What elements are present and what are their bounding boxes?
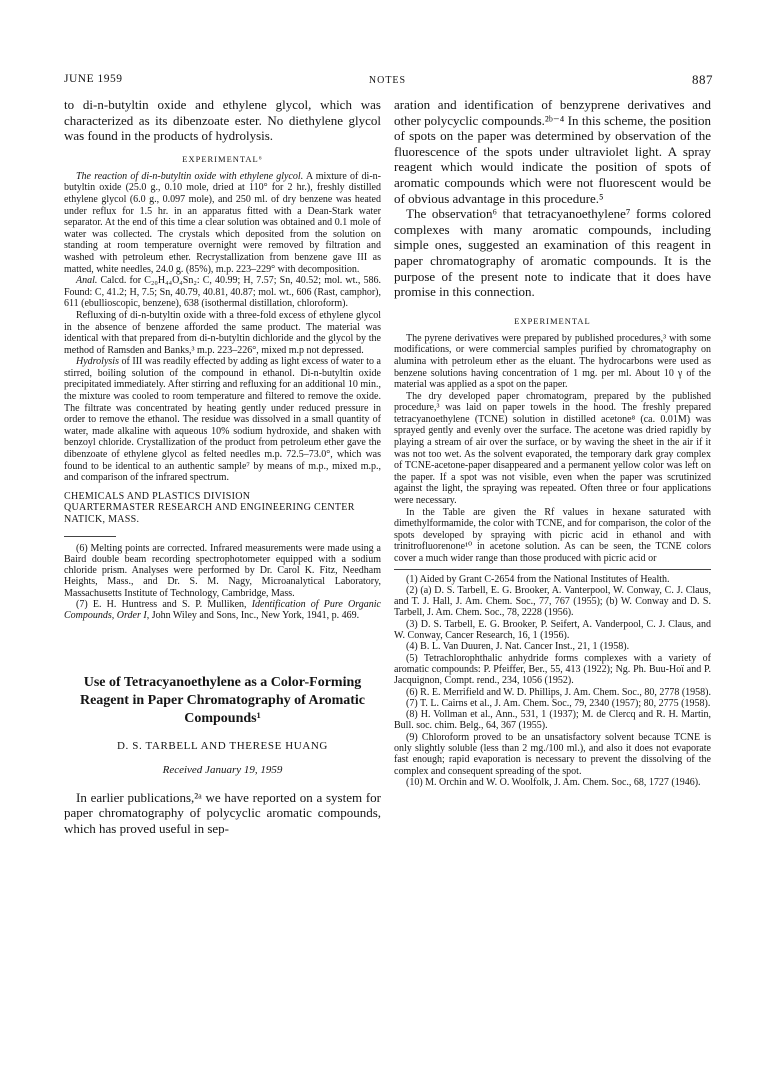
- author-address: [64, 491, 381, 526]
- left-column: [64, 97, 381, 836]
- experimental-paragraph-2: The dry developed paper chromatogram, prepared by the published procedure,³ was laid on paper towels in the hood. The freshly prepared tetracyanoethylene (TCNE) solution in distilled acetone⁸ (ca. 0.01M) was sprayed gently and evenly over the surface. The acetone was dried rapidly by playing a stream of air over the surface, or by waving the sheet in the air if it was not too wet. As the solvent evaporated, the temporary dark gray complex of TCNE-acetone-paper disappeared and a permanent yellow color was left on the paper. If a spot was not visible, even when the paper was scrutinized against the light, the spraying was repeated. Often three or four applications were necessary.: [394, 390, 711, 507]
- footnote-7-book-title: Identification of Pure Organic Compounds, Order I: [64, 599, 381, 622]
- experimental-heading: EXPERIMENTAL⁶: [182, 153, 263, 164]
- footnote-7: [64, 599, 381, 622]
- footnote-7-authors: (7) E. H. Huntress and S. P. Mulliken,: [76, 599, 252, 611]
- reflux-paragraph: Refluxing of di-n-butyltin oxide with a three-fold excess of ethylene glycol in the absence of benzene afforded the same product. The material was identical with that prepared from di-n-butyltin dichloride and the glycol by the method of Ramsden and Banks,³ m.p. 223–226°, mixed m.p not depressed.: [64, 309, 381, 356]
- footnote-3: (3) D. S. Tarbell, E. G. Brooker, P. Seifert, A. Vanderpool, C. J. Claus, and W. Conway, Cancer Research, 16, 1 (1956).: [394, 618, 711, 642]
- footnote-7b: (7) T. L. Cairns et al., J. Am. Chem. Soc., 79, 2340 (1957); 80, 2775 (1958).: [406, 697, 711, 709]
- received-date: Received January 19, 1959: [162, 763, 283, 776]
- experimental-paragraph-1: The pyrene derivatives were prepared by published procedures,³ with some modifications, or were commercial samples purified by chromatography on alumina with petroleum ether as the eluant. The hydrocarbons were used as benzene solutions having concentration of 1 mg. per ml. About 10 γ of the material was applied as a spot on the paper.: [394, 332, 711, 391]
- footnote-2: (2) (a) D. S. Tarbell, E. G. Brooker, A. Vanterpool, W. Conway, C. J. Claus, and T. J. Hall, J. Am. Chem. Soc., 77, 767 (1955); (b) W. Conway and D. S. Tarbell, J. Am. Chem. Soc., 78, 2228 (1956).: [394, 584, 711, 619]
- procedure-title: The reaction of di-n-butyltin oxide with ethylene glycol.: [76, 170, 304, 182]
- procedure-paragraph: [64, 171, 381, 275]
- article-intro-paragraph: In earlier publications,²ᵃ we have reported on a system for paper chromatography of polycyclic aromatic compounds, which has proved useful in sep-: [64, 789, 381, 836]
- running-header-section: NOTES: [368, 75, 407, 86]
- right-column: [394, 97, 711, 788]
- experimental-heading-2: EXPERIMENTAL: [514, 315, 591, 326]
- article-title: Use of Tetracyanoethylene as a Color-Forming Reagent in Paper Chromatography of Aromatic Compounds¹: [79, 674, 366, 726]
- footnote-4: (4) B. L. Van Duuren, J. Nat. Cancer Inst., 21, 1 (1958).: [406, 641, 630, 653]
- hydrolysis-paragraph: [64, 356, 381, 484]
- running-header-date: JUNE 1959: [64, 73, 123, 85]
- article-intro-continued: aration and identification of benzyprene derivatives and other polycyclic compounds.²ᵇ⁻⁴ In this scheme, the position of spots on the paper was determined by observation of the fluorescence of the spots under ultraviolet light. A spray reagent which would indicate the position of spots of aromatic compounds which were not fluorescent would be of obvious advantage in this procedure.⁵: [394, 97, 711, 206]
- address-line: NATICK, MASS.: [64, 514, 140, 525]
- footnote-9: (9) Chloroform proved to be an unsatisfactory solvent because TCNE is only slightly soluble (less than 2 mg./100 ml.), and also it does not evaporate fast enough; rapid evaporation is necessary to prevent the dissolving of the complex and consequent spreading of the spot.: [394, 731, 711, 777]
- analysis-title: Anal.: [76, 275, 98, 287]
- analysis-paragraph: [64, 275, 381, 310]
- footnote-10: (10) M. Orchin and W. O. Woolfolk, J. Am. Chem. Soc., 68, 1727 (1946).: [406, 776, 701, 788]
- hydrolysis-title: Hydrolysis: [76, 356, 119, 368]
- footnote-divider: [64, 536, 116, 537]
- hydrolysis-text: of III was readily effected by adding as light excess of water to a stirred, boiling solution of the compound in ethanol. Di-n-butyltin oxide precipitated immediately. After stirring and refluxing for an additional 10 min., the mixture was cooled to room temperature and filtered to remove the oxide. The filtrate was concentrated by heating gently under reduced pressure in order to remove the ethanol. The residue was dissolved in a small quantity of water, made alkaline with aqueous 10% sodium hydroxide, and shaken with benzoyl chloride. Crystallization of the product from petroleum ether gave the dibenzoate of ethylene glycol as felted needles m.p. 72.5–73.0°, which was found to be identical to an authentic sample⁷ by means of m.p., mixed m.p., and comparison of the infrared spectrum.: [64, 356, 381, 484]
- footnote-7-publisher: , John Wiley and Sons, Inc., New York, 1941, p. 469.: [146, 610, 360, 622]
- experimental-paragraph-3: In the Table are given the Rf values in hexane saturated with dimethylformamide, the color with TCNE, and for comparison, the color of the spots developed by spraying with picric acid in ethanol and with trinitrofluorenone¹⁰ in acetone solution. As can be seen, the TCNE colors cover a much wider range than those produced with picric acid or: [394, 506, 711, 564]
- footnote-5: (5) Tetrachlorophthalic anhydride forms complexes with a variety of aromatic compounds: P. Pfeiffer, Ber., 55, 413 (1922); Ng. Ph. Buu-Hoï and P. Jacquignon, Compt. rend., 234, 1056 (1952).: [394, 652, 711, 687]
- footnote-6b: (6) R. E. Merrifield and W. D. Phillips, J. Am. Chem. Soc., 80, 2778 (1958).: [406, 686, 711, 698]
- analysis-text: Calcd. for C₂₀H₄₄O₄Sn₂: C, 40.99; H, 7.57; Sn, 40.52; mol. wt., 586. Found: C, 41.2; H, 7.5; Sn, 40.79, 40.81, 40.87; mol. wt., 606 (Rast, camphor), 611 (ebullioscopic, benzene), 638 (isothermal distillation, chloroform).: [64, 275, 381, 310]
- footnote-6: (6) Melting points are corrected. Infrared measurements were made using a Baird double beam recording spectrophotometer equipped with a sodium chloride prism. Analyses were performed by Dr. Carol K. Fitz, Needham Heights, Mass., and Dr. S. M. Nagy, Microanalytical Laboratory, Massachusetts Institute of Technology, Cambridge, Mass.: [64, 542, 381, 599]
- article-purpose-paragraph: The observation⁶ that tetracyanoethylene⁷ forms colored complexes with many aromatic compounds, including simple ones, suggested an examination of this reagent in paper chromatography of aromatic compounds. It is the purpose of the present note to indicate that it does have promise in this connection.: [394, 206, 711, 300]
- page-number: 887: [692, 72, 713, 87]
- article-authors: D. S. TARBELL AND THERESE HUANG: [117, 739, 328, 752]
- footnote-divider: [394, 569, 711, 570]
- continued-paragraph: to di-n-butyltin oxide and ethylene glycol, which was characterized as its dibenzoate ester. No diethylene glycol was found in the products of hydrolysis.: [64, 97, 381, 144]
- address-line: QUARTERMASTER RESEARCH AND ENGINEERING CENTER: [64, 502, 355, 514]
- footnote-8: (8) H. Vollman et al., Ann., 531, 1 (1937); M. de Clercq and R. H. Martin, Bull. soc. chim. Belg., 64, 367 (1955).: [394, 709, 711, 732]
- address-line: CHEMICALS AND PLASTICS DIVISION: [64, 490, 251, 502]
- footnote-1: (1) Aided by Grant C-2654 from the National Institutes of Health.: [406, 573, 670, 585]
- procedure-text: A mixture of di-n-butyltin oxide (25.0 g., 0.10 mole, dried at 110° for 2 hr.), freshly distilled ethylene glycol (6.0 g., 0.097 mole), and 250 ml. of dry benzene was heated under reflux for 1.5 hr. in an apparatus fitted with a Dean-Stark water separator. At the end of this time a clear solution was obtained and 0.1 mole of water was collected. The crystals which deposited from the solution on standing at room temperature overnight were removed by filtration and washed with petroleum ether. Recrystallization from benzene gave III as matted, white needles, 24.0 g. (85%), m.p. 223–229° with decomposition.: [64, 170, 381, 275]
